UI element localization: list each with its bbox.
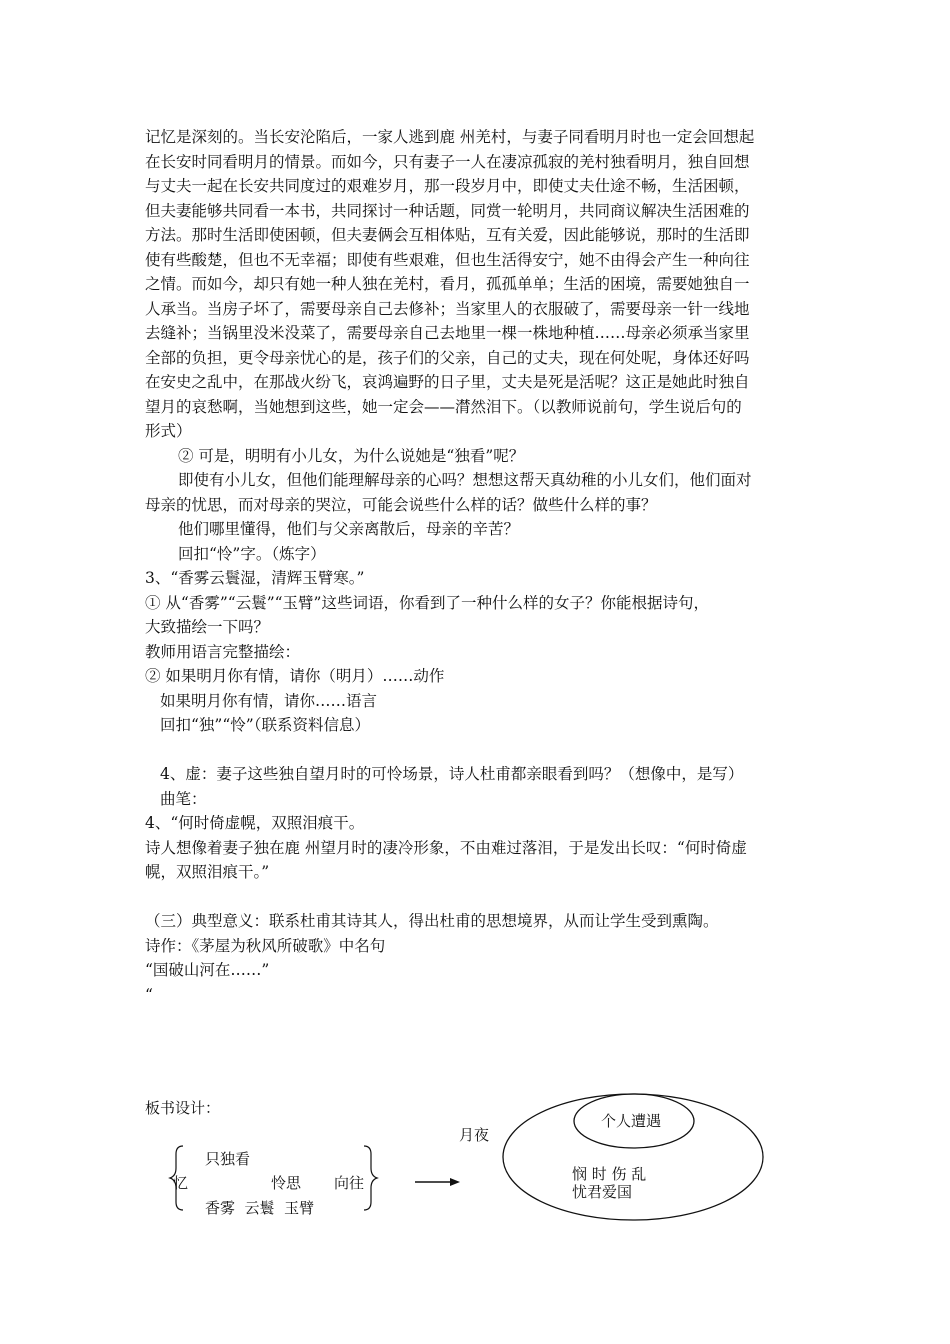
text-line: ② 如果明月你有情，请你（明月）……动作 — [145, 667, 445, 685]
text-line: 他们哪里懂得，他们与父亲离散后，母亲的辛苦？ — [178, 520, 520, 538]
yi-label: 忆 — [173, 1174, 189, 1192]
xiang-wang-label: 向往 — [334, 1174, 365, 1192]
text-line: 回扣“怜”字。（炼字） — [178, 544, 326, 563]
arrow-head — [450, 1178, 460, 1186]
text-line: 去缝补；当锅里没米没菜了，需要母亲自己去地里一棵一株地种植……母亲必须承当家里 — [145, 324, 750, 342]
text-line: 之情。而如今，却只有她一种人独在羌村，看月，孤孤单单；生活的困境，需要她独自一 — [145, 275, 750, 293]
personal-encounter-label: 个人遭遇 — [601, 1112, 662, 1130]
text-line: 大致描绘一下吗？ — [145, 618, 270, 636]
min-shi-shang-luan-label: 悯 时 伤 乱 — [572, 1165, 647, 1183]
right-brace — [364, 1146, 377, 1210]
text-line: “ — [145, 985, 153, 1004]
text-line: 回扣“独”“怜”（联系资料信息） — [160, 716, 370, 734]
text-line: 4、虚：妻子这些独自望月时的可怜场景，诗人杜甫都亲眼看到吗？（想像中，是写） — [160, 765, 744, 783]
text-line: 母亲的忧思，而对母亲的哭泣，可能会说些什么样的话？做些什么样的事？ — [145, 495, 657, 514]
text-line: 诗作：《茅屋为秋风所破歌》中名句 — [145, 936, 386, 955]
text-line: 幌，双照泪痕干。” — [145, 863, 270, 881]
text-line: 记忆是深刻的。当长安沦陷后，一家人逃到鹿 州羌村，与妻子同看明月时也一定会回想起 — [145, 128, 755, 146]
text-line: 3、“香雾云鬟湿，清辉玉臂寒。” — [145, 569, 365, 587]
text-line: “国破山河在……” — [145, 961, 270, 979]
text-line: 方法。那时生活即使困顿，但夫妻俩会互相体贴，互有关爱，因此能够说，那时的生活即 — [145, 226, 750, 244]
text-line: 人承当。当房子坏了，需要母亲自己去修补；当家里人的衣服破了，需要母亲一针一线地 — [145, 299, 750, 318]
text-line: 使有些酸楚，但也不无幸福；即使有些艰难，但也生活得安宁，她不由得会产生一种向往 — [145, 250, 750, 269]
images-label: 香雾 云鬟 玉臂 — [205, 1199, 315, 1217]
text-line: 4、“何时倚虚幌，双照泪痕干。 — [145, 814, 365, 832]
you-jun-ai-guo-label: 忧君爱国 — [572, 1183, 633, 1201]
text-line: 如果明月你有情，请你……语言 — [160, 691, 378, 710]
text-line: 曲笔： — [160, 789, 207, 808]
board-design-heading: 板书设计： — [145, 1099, 221, 1117]
text-line: 与丈夫一起在长安共同度过的艰难岁月，那一段岁月中，即使丈夫仕途不畅，生活困顿， — [145, 177, 750, 195]
text-line: 诗人想像着妻子独在鹿 州望月时的凄冷形象，不由难过落泪，于是发出长叹：“何时倚虚 — [145, 838, 747, 857]
text-line: 在安史之乱中，在那战火纷飞，哀鸿遍野的日子里，丈夫是死是活呢？这正是她此时独自 — [145, 373, 750, 391]
text-line: 但夫妻能够共同看一本书，共同探讨一种话题，同赏一轮明月，共同商议解决生活困难的 — [145, 201, 750, 220]
text-line: 望月的哀愁啊，当她想到这些，她一定会——潸然泪下。（以教师说前句，学生说后句的 — [145, 397, 742, 416]
text-line: 形式） — [145, 422, 192, 440]
du-kan-label: 只独看 — [205, 1150, 251, 1168]
text-line: 在长安时同看明月的情景。而如今，只有妻子一人在凄凉孤寂的羌村独看明月，独自回想 — [145, 152, 750, 171]
text-line: （三）典型意义：联系杜甫其诗其人，得出杜甫的思想境界，从而让学生受到熏陶。 — [145, 912, 719, 930]
text-line: 即使有小儿女，但他们能理解母亲的心吗？想想这帮天真幼稚的小儿女们，他们面对 — [178, 471, 752, 489]
yue-ye-label: 月夜 — [459, 1126, 490, 1144]
text-line: 全部的负担，更令母亲忧心的是，孩子们的父亲，自己的丈夫，现在何处呢，身体还好吗 — [145, 348, 750, 367]
text-line: ② 可是，明明有小儿女，为什么说她是“独看”呢？ — [178, 446, 525, 465]
text-line: 教师用语言完整描绘： — [145, 642, 301, 661]
text-line: ① 从“香雾”“云鬟”“玉臂”这些词语，你看到了一种什么样的女子？你能根据诗句， — [145, 593, 709, 612]
lian-si-label: 怜思 — [271, 1174, 302, 1192]
